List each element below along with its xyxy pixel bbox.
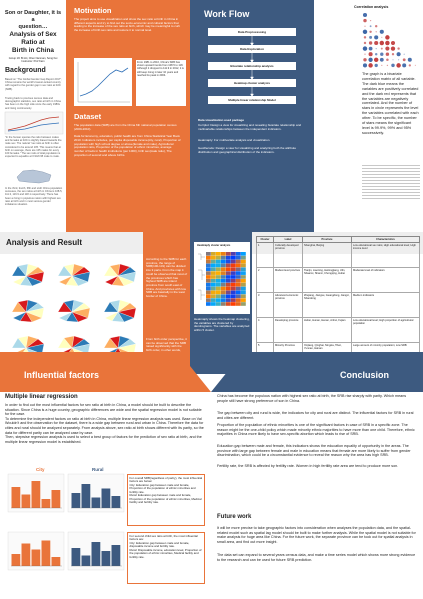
- heatmap-cell: [241, 302, 246, 306]
- heatmap-cell: [221, 264, 226, 268]
- corr-cell: [409, 64, 411, 66]
- heatmap-cell: [216, 264, 221, 268]
- tool-corrplot: Corrplot: Design a view for visualizing and revealing bivariate relationship and multivariable relationships between the independent indicators.: [198, 123, 302, 131]
- conclusion-p2: Proportion of the population of ethnic minorities is one of the significant factors in case of SRB in a specific zone. The reason might be the one-child policy which made minority ethnic majorities to have more than one child. Therefore, ethnic majorities in China more likely to have sex-specific abortion which leads to rise of SRB.: [217, 423, 415, 437]
- heatmap-cell: [231, 291, 236, 295]
- rural-label: Rural: [92, 467, 104, 472]
- heatmap-cell: [216, 287, 221, 291]
- city-factor-bar-chart-2: [8, 532, 64, 570]
- corr-cell: [392, 59, 393, 60]
- motivation-srb-line-chart: [74, 58, 132, 106]
- heatmap-cell: [236, 271, 241, 275]
- dataset-text: The population data (SRB) are from the China 6th national population census (2009-2010). Data for Economy, education, public health are from China Statistical Year Book 2010. Indicators includes, per capita disposable income(city, rural), Proportion of population with high school degree or above(female and male), Agricultural population ratio, Proportion of the population of ethnic minorities, average number of beds in health institutions (per 1000), birth sex(male ratio), The proportion of second and above births.: [74, 123, 181, 157]
- heatmap-cell: [226, 275, 231, 279]
- title-line-4: Birth in China: [12, 47, 54, 54]
- province-map: [58, 264, 90, 286]
- corr-cell: [408, 58, 412, 62]
- workflow-panel: [190, 0, 314, 232]
- table-cell: Shanghai, Beijing: [303, 243, 352, 268]
- table-row: [257, 243, 420, 268]
- factor-bar: [72, 493, 81, 508]
- motivation-caption: From 1981 to 2010, China's SRB has shown upward trends from 108.5 to 118. Although it dropped to 111.9 in 2012, it is still keep rising in later 10 years and reached its peak in 2004.: [136, 60, 186, 106]
- heatmap-cell: [226, 264, 231, 268]
- heatmap-cell: [226, 302, 231, 306]
- heatmap-cell: [216, 302, 221, 306]
- corr-cell: [402, 63, 406, 67]
- heatmap-cell: [216, 298, 221, 302]
- heatmap-cell: [236, 294, 241, 298]
- heatmap-cell: [231, 302, 236, 306]
- background-map-image: [13, 167, 55, 185]
- corr-cell: [368, 58, 372, 62]
- heatmap-cell: [216, 294, 221, 298]
- heatmap-cell: [231, 294, 236, 298]
- table-cell: Low educational level; High proportion of agricultural population: [352, 318, 420, 343]
- province-map: [58, 300, 90, 322]
- heatmap-cell: [216, 267, 221, 271]
- factor-bar: [12, 487, 21, 508]
- heatmap-cell: [221, 298, 226, 302]
- corr-cell: [385, 41, 389, 45]
- corr-cell: [364, 54, 365, 55]
- heatmap-cell: [231, 256, 236, 260]
- rural-factor-bar-chart-2: [68, 532, 124, 570]
- background-line-chart: [5, 112, 63, 134]
- heatmap-cell: [241, 267, 246, 271]
- corr-cell: [380, 30, 384, 34]
- corr-cell: [363, 30, 367, 34]
- heatmap-cell: [241, 260, 246, 264]
- background-p3: "In the human species the ratio between males and females at birth is slightly biased towards the male sex. The natural "sex ratio at birth is often considered to be around 105. This means that at birth on average, there are 105 males for every 100 females." The sex ratio of total population is expected to equalize at 0.94/0.95 male to male.: [5, 136, 62, 159]
- table-cell: Minority Province: [274, 343, 303, 368]
- future-p1: It will be more precise to take geographic factors into consideration when analyses the population data, and the spatial-related model such as spatial lag model should be built to make further analysis. While the spatial model is not suitable for make analysis for huge area like China. For the future work, the separate province can be took out for spatial analysis in small area, and find out more insight.: [217, 526, 416, 544]
- heatmap-cell: [211, 271, 216, 275]
- birth-order-text: From birth order perspective, it can be observed that the SRB raised significantly with the birth order, in other words,: [146, 337, 187, 353]
- heatmap-cell: [226, 283, 231, 287]
- title-block: [3, 10, 63, 63]
- heatmap-cell: [206, 298, 211, 302]
- corr-cell: [364, 42, 366, 44]
- motivation-text: The project aims to use visualization and show the sex ratio at birth in China in different aspects and try to find out the socio-economic and cultural factors that leading to the increase of the sex ratio at birth, which may be meaningful to curb the increase of birth sex ratio and restore it to normal level.: [74, 17, 181, 33]
- heatmap-cell: [211, 291, 216, 295]
- corr-cell: [363, 46, 367, 50]
- heatmap-cell: [226, 271, 231, 275]
- table-row: [257, 268, 420, 293]
- heatmap-cell: [241, 291, 246, 295]
- heatmap-chart: [197, 250, 247, 310]
- heatmap-cell: [236, 283, 241, 287]
- col-label: Label: [274, 237, 303, 243]
- corr-cell: [392, 53, 394, 55]
- corr-cell: [403, 58, 406, 61]
- future-p2: The data set can expand to several years census data, and make a time series model which shows more strong evidence to the research and can be used for future SRB prediction.: [217, 553, 416, 562]
- instructor-line: Instructor: Prof Karn: [21, 60, 45, 64]
- heatmap-cell: [241, 287, 246, 291]
- correlation-heading: Correlation analysis: [354, 5, 389, 9]
- heatmap-cell: [216, 256, 221, 260]
- factors-note-1: For overall SRB(regardless of parity), the most influential factors are below: City: Education gap between male and female, Proportion of the population of ethnic minorities and fertility rate. Rural: Education gap between male and female, Proportion of the population of ethnic minorities, Medical facility and fertility rate.: [127, 474, 205, 526]
- mlr-heading: Multiple linear regression: [5, 394, 78, 400]
- heatmap-cell: [221, 252, 226, 256]
- heatmap-cell: [216, 271, 221, 275]
- title-background-panel: [0, 0, 66, 232]
- table-cell: Culturally developed province: [274, 243, 303, 268]
- heatmap-cell: [221, 271, 226, 275]
- heatmap-text: Heatmaply shows the heatmap clustering, the variables are clustered by dendrograms. The variables are analyzed within 5 cluster.: [194, 317, 250, 333]
- table-cell: Modest level province: [274, 268, 303, 293]
- factors-note-2: For second child sex ratio at birth, the most influential factors are: City: Education gap between male and female, disposable income and fertility rate. Rural: Disposable income, education level, Proportion of the population of ethnic minorities, Medical facility and fertility rate.: [127, 532, 205, 584]
- heatmap-cell: [206, 252, 211, 256]
- heatmap-cell: [206, 291, 211, 295]
- factor-bar: [32, 550, 41, 567]
- conclusion-p1: The gap between city and rural is wide, the indicators for city and rural are distinct. The influential factors for SRB in rural and cities are different.: [217, 411, 414, 420]
- table-cell: 5: [257, 343, 274, 368]
- tools-heading: Data visualization used package: [198, 118, 245, 122]
- background-p4: In the third, fourth, fifth and sixth China population censuses, the sex ratios at birth in China is 108.5, 111.3, 116.9 and 118.1 respectively. There has been a rising in populous nation with highest sex ratio at birth and in most serious gender imbalance situation.: [5, 187, 63, 207]
- heatmap-cell: [216, 283, 221, 287]
- workflow-step-1: Data Preprocessing: [208, 28, 296, 36]
- background-heading: Background: [5, 67, 46, 74]
- corr-cell: [376, 48, 377, 49]
- factor-bar: [52, 557, 61, 566]
- corr-cell: [375, 53, 377, 55]
- srb-map-text: According to the SRB for each province, the range of SRB(100-131) can be divided into 3 parts. From the map it could be observed that most of the provinces which has highest SRB are inland province from south east of China. And provinces with low SRB are basically in the west border of China.: [146, 257, 188, 299]
- col-province: Province: [303, 237, 352, 243]
- heatmap-cell: [231, 287, 236, 291]
- heatmap-cell: [221, 302, 226, 306]
- analysis-heading: Analysis and Result: [6, 238, 83, 247]
- background-p2: Tracing back to previous census data and demographic statistics, sex ratio at birth in China has been on the high side since the early 1980s and rising continuously.: [5, 97, 61, 110]
- cluster-table-wrap: [256, 236, 420, 370]
- heatmap-cell: [236, 267, 241, 271]
- corr-cell: [363, 58, 366, 61]
- heatmap-cell: [211, 298, 216, 302]
- heatmap-cell: [211, 256, 216, 260]
- heatmap-cell: [211, 302, 216, 306]
- motivation-chart: [74, 58, 132, 106]
- heatmap-cell: [231, 279, 236, 283]
- corr-cell: [380, 53, 383, 56]
- heatmap-cell: [236, 256, 241, 260]
- heatmap-cell: [236, 287, 241, 291]
- factor-bar: [42, 541, 51, 567]
- heatmap-cell: [206, 294, 211, 298]
- dataset-heading: Dataset: [74, 112, 102, 121]
- workflow-step-4: Heatmap cluster analysis: [208, 79, 296, 87]
- future-heading: Future work: [217, 514, 252, 520]
- heatmap-cell: [241, 271, 246, 275]
- corr-cell: [369, 47, 373, 51]
- correlation-notes: [362, 165, 420, 225]
- table-cell: Developing province: [274, 318, 303, 343]
- heatmap-cell: [241, 256, 246, 260]
- heatmap-cell: [206, 260, 211, 264]
- heatmap-cell: [226, 256, 231, 260]
- table-cell: Advanced economic province: [274, 293, 303, 318]
- heatmap-cell: [206, 264, 211, 268]
- heatmap-cell: [226, 294, 231, 298]
- factor-bar: [112, 545, 121, 566]
- heatmap-cell: [211, 287, 216, 291]
- heatmap-cell: [241, 279, 246, 283]
- table-cell: 1: [257, 243, 274, 268]
- rural-factor-bar-chart-1: [68, 474, 124, 512]
- motivation-dataset-panel: [66, 0, 190, 232]
- table-cell: 4: [257, 318, 274, 343]
- heatmap-cell: [206, 283, 211, 287]
- group-line: Group 19: Bi Hn; Chen Nanman, Song Fei: [8, 57, 58, 60]
- heatmap-cell: [241, 294, 246, 298]
- corr-cell: [396, 63, 400, 67]
- heatmap-cell: [241, 275, 246, 279]
- heatmap-cell: [231, 275, 236, 279]
- corr-cell: [380, 41, 384, 45]
- heatmap-cell: [206, 279, 211, 283]
- heatmap-cell: [226, 287, 231, 291]
- correlation-text: The graph is a bivariate correlation matrix of all variable. The dark blue means the variables are positively correlated and the dark red represents that the variables are negatively correlated. And the number of stars in circle represents the level the variables correlated with each other. To be specific, the number of stars means the significant level is 99.9%, 99% and 95% successively.: [362, 72, 419, 135]
- col-cluster: Cluster: [257, 237, 274, 243]
- heatmap-cell: [211, 264, 216, 268]
- factor-bar: [92, 542, 101, 566]
- title-line-2: question…: [18, 24, 48, 30]
- table-cell: 2: [257, 268, 274, 293]
- heatmap-cell: [241, 283, 246, 287]
- table-row: [257, 318, 420, 343]
- heatmap-cell: [231, 267, 236, 271]
- col-characteristics: Characteristics: [352, 237, 420, 243]
- corr-cell: [369, 31, 371, 33]
- heatmap-cell: [221, 267, 226, 271]
- factor-bar: [22, 495, 31, 509]
- correlation-matrix: [362, 12, 420, 70]
- corr-cell: [375, 64, 378, 67]
- heatmap-cell: [236, 264, 241, 268]
- conclusion-panel: [211, 392, 423, 599]
- conclusion-p3: Education gap between male and female, this indicators shows the education equality of opportunity in the areas. The province with large gap between female and male in education means that female are more likely to suffer from gender discrimination, which could be a circumstantial evidence to reveal the reason why the area has high SRB.: [217, 444, 411, 458]
- background-chart: [5, 112, 63, 134]
- corr-cell: [369, 36, 372, 39]
- corr-cell: [374, 41, 378, 45]
- influential-heading: Influential factors: [24, 370, 100, 380]
- heatmap-cell: [206, 271, 211, 275]
- factor-bar: [102, 551, 111, 566]
- heatmap-cell: [241, 264, 246, 268]
- heatmap-box: [194, 242, 250, 314]
- city-factor-bar-chart-1: [8, 474, 64, 512]
- corr-cell: [370, 25, 372, 27]
- heatmap-cell: [211, 283, 216, 287]
- workflow-step-2: Data Exploration: [208, 45, 296, 53]
- corr-cell: [374, 58, 378, 62]
- heatmap-cell: [221, 279, 226, 283]
- corr-cell: [381, 65, 382, 66]
- province-map: [104, 264, 136, 286]
- corr-cell: [404, 54, 405, 55]
- tool-heatmaply: Heatmaply: For multivariate analysis and visualization.: [198, 138, 271, 142]
- corr-cell: [381, 48, 383, 50]
- heatmap-cell: [211, 279, 216, 283]
- corr-cell: [397, 47, 399, 49]
- heatmap-cell: [206, 287, 211, 291]
- corr-cell: [369, 52, 373, 56]
- factor-bar: [22, 544, 31, 567]
- heatmap-cell: [216, 260, 221, 264]
- table-cell: Tianjin, Liaoning, Heilongjiang, Jilin, Shaanxi, Shanxi, Chongqing, Hubei: [303, 268, 352, 293]
- province-map: [12, 300, 44, 322]
- table-cell: Medium indicators: [352, 293, 420, 318]
- corr-cell: [364, 36, 366, 38]
- corr-cell: [363, 19, 366, 22]
- corr-cell: [385, 47, 389, 51]
- corr-cell: [386, 52, 389, 55]
- workflow-step-3: Bivariate relationship analysis: [208, 62, 296, 70]
- title-line-3: Analysis of Sex Ratio at: [9, 31, 57, 46]
- corr-cell: [397, 52, 401, 56]
- corr-cell: [415, 65, 416, 66]
- factor-bar: [102, 489, 111, 509]
- heatmap-cell: [241, 298, 246, 302]
- tool-georecode: GeoRecode: Design a view for visualizing and analyzing both the attribute distribution and geographical distribution of the indicators.: [198, 146, 297, 154]
- cluster-table: [256, 236, 420, 368]
- background-map: [13, 167, 55, 185]
- heatmap-cell: [231, 271, 236, 275]
- heatmap-cell: [211, 275, 216, 279]
- heatmap-cell: [241, 252, 246, 256]
- heatmap-cell: [211, 252, 216, 256]
- heatmap-cell: [226, 298, 231, 302]
- corr-cell: [387, 65, 388, 66]
- city-label: City: [36, 467, 45, 472]
- heatmap-cell: [231, 298, 236, 302]
- background-p1: Based on "The Global Gender Gap Report 2017", China remains the world's lowest-ranked country with regard to the gender gap in sex ratio at birth (SRB).: [5, 78, 62, 91]
- heatmap-title: Heatmaply cluster analysis: [197, 244, 231, 247]
- heatmap-cell: [231, 260, 236, 264]
- heatmap-cell: [221, 291, 226, 295]
- heatmap-cell: [226, 291, 231, 295]
- factor-bar: [82, 484, 91, 508]
- heatmap-cell: [236, 252, 241, 256]
- corr-cell: [391, 64, 394, 67]
- table-cell: Hubei, Hunan, Henan, Anhui, Fujian: [303, 318, 352, 343]
- heatmap-cell: [216, 279, 221, 283]
- factor-bar: [92, 498, 101, 509]
- workflow-heading: Work Flow: [204, 9, 250, 19]
- factor-bar: [112, 496, 121, 508]
- corr-cell: [386, 59, 389, 62]
- corr-cell: [374, 35, 378, 39]
- heatmap-cell: [211, 260, 216, 264]
- corr-cell: [370, 20, 371, 21]
- title-line-1: Son or Daughter, it is a: [4, 10, 62, 23]
- heatmap-cell: [231, 283, 236, 287]
- table-cell: Zhejiang, Jiangsu, Guangdong, Jiangxi, Shandong: [303, 293, 352, 318]
- factor-bar: [82, 556, 91, 567]
- table-cell: Large amount of minority population; Low SRB: [352, 343, 420, 368]
- corr-cell: [391, 41, 395, 45]
- heatmap-cell: [206, 267, 211, 271]
- corr-cell: [398, 59, 399, 60]
- corr-cell: [375, 25, 377, 27]
- heatmap-cell: [206, 275, 211, 279]
- table-cell: 3: [257, 293, 274, 318]
- heatmap-cell: [221, 287, 226, 291]
- factor-bar: [52, 490, 61, 508]
- heatmap-cell: [236, 291, 241, 295]
- heatmap-cell: [211, 267, 216, 271]
- corr-cell: [391, 46, 395, 50]
- factor-bar: [72, 548, 81, 566]
- mlr-text: In order to find out the most influential factors for sex ratio at birth in China, a model should be built to describe the situation. Since China is a huge country, geographic differences are wide and the spatial regression model is not suitable for the case. To determine the independent factors on ratio at birth in China, multiple linear regression analysis was used. Base on Val Wouldn't and the observation for the dataset, there is a wide gap between rural and urban in China. Therefore the data for cities and rural should be analyzed separately. From analysis above, sex ratio at birth shows different with its parity, so the data for different parity can be analyzed case by case. Then, stepwise regression analysis is used to select a best group of factors for the prediction of sex ratio at birth, and the multiple linear regression model is established.: [5, 403, 204, 444]
- heatmap-cell: [236, 260, 241, 264]
- heatmap-cell: [221, 256, 226, 260]
- factor-bar: [42, 499, 51, 508]
- heatmap-cell: [206, 256, 211, 260]
- corr-cell: [368, 63, 372, 67]
- motivation-heading: Motivation: [74, 6, 112, 15]
- corr-cell: [369, 41, 372, 44]
- factor-bar: [32, 481, 41, 508]
- heatmap-cell: [221, 294, 226, 298]
- workflow-step-5: Multiple linear relationship Model: [208, 96, 296, 104]
- heatmap-cell: [216, 252, 221, 256]
- factor-bar: [12, 554, 21, 566]
- heatmap-cell: [226, 267, 231, 271]
- heatmap-cell: [221, 275, 226, 279]
- heatmap-cell: [231, 252, 236, 256]
- table-cell: Low educational sex ratio; High educational level; High income level: [352, 243, 420, 268]
- corr-cell: [363, 13, 367, 17]
- corr-cell: [363, 63, 367, 67]
- correlation-panel: [314, 0, 423, 232]
- influential-panel: [0, 392, 211, 599]
- heatmap-cell: [231, 264, 236, 268]
- heatmap-cell: [206, 302, 211, 306]
- table-cell: Xinjiang, Qinghai, Ningxia, Tibet, Yunnan, Hainan: [303, 343, 352, 368]
- corr-cell: [376, 31, 377, 32]
- heatmap-cell: [221, 260, 226, 264]
- table-cell: Moderate level of indicators: [352, 268, 420, 293]
- heatmap-cell: [236, 302, 241, 306]
- heatmap-cell: [216, 291, 221, 295]
- corr-cell: [380, 58, 384, 62]
- heatmap-cell: [236, 279, 241, 283]
- conclusion-heading: Conclusion: [340, 370, 389, 380]
- heatmap-cell: [221, 283, 226, 287]
- heatmap-cell: [236, 298, 241, 302]
- corr-cell: [385, 35, 389, 39]
- heatmap-cell: [236, 275, 241, 279]
- province-map: [12, 264, 44, 286]
- heatmap-cell: [226, 252, 231, 256]
- conclusion-intro: China has become the populous nation with highest sex ratio at birth, the SRB rise sharply with parity. Which means people still have strong preference of son in China.: [217, 394, 407, 403]
- corr-cell: [381, 37, 382, 38]
- heatmap-cell: [216, 275, 221, 279]
- conclusion-p4: Fertility rate, the SRB is affected by fertility rate. Women in high fertility rate area are tend to produce more son.: [217, 464, 399, 468]
- heatmap-cell: [211, 294, 216, 298]
- heatmap-cell: [226, 279, 231, 283]
- corr-cell: [364, 26, 365, 27]
- heatmap-cell: [226, 260, 231, 264]
- province-map: [104, 300, 136, 322]
- table-row: [257, 293, 420, 318]
